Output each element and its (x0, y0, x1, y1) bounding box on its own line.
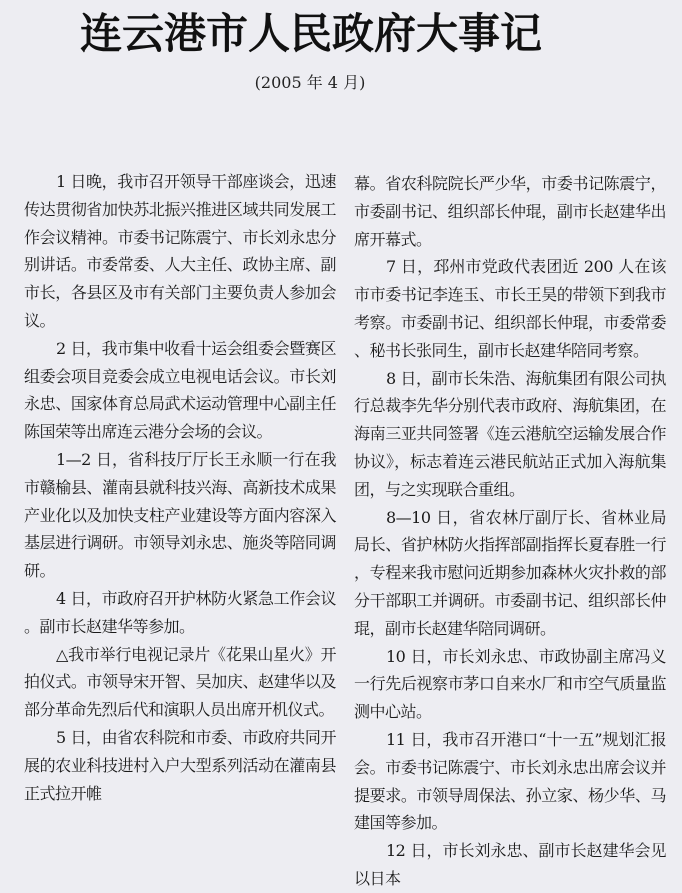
event-paragraph: 10 日，市长刘永忠、市政协副主席冯义一行先后视察市茅口自来水厂和市空气质量监测中心站。 (354, 646, 666, 722)
event-paragraph: △我市举行电视记录片《花果山星火》开拍仪式。市领导宋开智、吴加庆、赵建华以及部分革命先烈后代和演职人员出席开机仪式。 (24, 644, 336, 720)
event-paragraph: 11 日，我市召开港口“十一五”规划汇报会。市委书记陈震宁、市长刘永忠出席会议并提要求。市领导周保法、孙立家、杨少华、马建国等参加。 (354, 729, 666, 833)
page-subtitle-date: (2005 年 4 月) (254, 73, 366, 92)
event-paragraph: 5 日，由省农科院和市委、市政府共同开展的农业科技进村入户大型系列活动在灌南县正式拉开帷 (24, 727, 336, 803)
event-paragraph: 4 日，市政府召开护林防火紧急工作会议。副市长赵建华等参加。 (24, 588, 336, 636)
right-column (354, 170, 666, 893)
event-paragraph: 8—10 日，省农林厅副厅长、省林业局局长、省护林防火指挥部副指挥长夏春胜一行，专程来我市慰问近期参加森林火灾扑救的部分干部职工并调研。市委副书记、组织部长仲琨，副市长赵建华陪同调研。 (354, 507, 666, 638)
page-title: 连云港市人民政府大事记 (79, 9, 542, 58)
event-paragraph-continuation: 幕。省农科院院长严少华，市委书记陈震宁，市委副书记、组织部长仲琨，副市长赵建华出席开幕式。 (354, 174, 666, 249)
event-paragraph: 7 日，邳州市党政代表团近 200 人在该市市委书记李连玉、市长王昊的带领下到我市考察。市委副书记、组织部长仲琨，市委常委、秘书长张同生，副市长赵建华陪同考察。 (354, 257, 666, 360)
event-paragraph: 1 日晚，我市召开领导干部座谈会，迅速传达贯彻省加快苏北振兴推进区域共同发展工作会议精神。市委书记陈震宁、市长刘永忠分别讲话。市委常委、人大主任、政协主席、副市长，各县区及市有关部门主要负责人参加会议。 (24, 172, 336, 330)
event-paragraph: 12 日，市长刘永忠、副市长赵建华会见以日本 (354, 841, 666, 888)
event-paragraph: 8 日，副市长朱浩、海航集团有限公司执行总裁李先华分别代表市政府、海航集团，在海南三亚共同签署《连云港航空运输发展合作协议》，标志着连云港民航站正式加入海航集团，与之实现联合重组。 (354, 368, 666, 499)
left-column (24, 168, 336, 807)
event-paragraph: 2 日，我市集中收看十运会组委会暨赛区组委会项目竞委会成立电视电话会议。市长刘永忠、国家体育总局武术运动管理中心副主任陈国荣等出席连云港分会场的会议。 (24, 338, 336, 442)
event-paragraph: 1—2 日，省科技厅厅长王永顺一行在我市赣榆县、灌南县就科技兴海、高新技术成果产业化以及加快支柱产业建设等方面内容深入基层进行调研。市领导刘永忠、施炎等陪同调研。 (24, 449, 336, 581)
